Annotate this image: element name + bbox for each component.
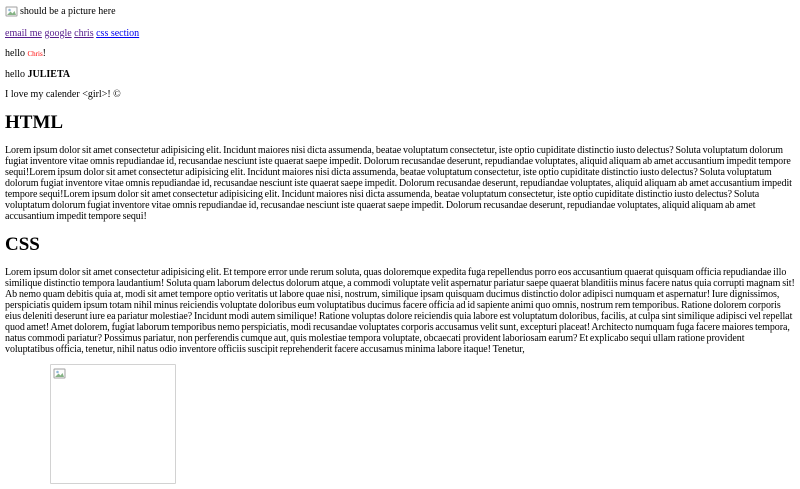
broken-image-icon [5, 5, 18, 18]
broken-image-alt-text: should be a picture here [20, 6, 116, 17]
greeting-julieta-prefix: hello [5, 69, 28, 80]
link-css-section[interactable]: css section [96, 28, 140, 39]
greeting-chris-prefix: hello [5, 48, 28, 59]
broken-image-icon [53, 367, 66, 380]
section-paragraph-css: Lorem ipsum dolor sit amet consectetur adipisicing elit. Et tempore error unde rerum soluta, quas doloremque expedita fuga repellendus porro eos accusantium quaerat quisquam officia repudiandae illo similique distinctio tempora laudantium! Soluta quam laborum delectus dolorum atque, a commodi voluptate velit aspernatur pariatur saepe quaerat blanditiis minus facere natus quia corrupti magnam sit! Ab nemo quam debitis quia at, modi sit amet tempore optio veritatis ut labore quae nisi, nostrum, similique ipsam quisquam ducimus distinctio dolor adipisci numquam et aspernatur! Iure dignissimos, perspiciatis quidem ipsum totam nihil minus reiciendis voluptate doloribus eum voluptatibus ducimus facere officia ad id sapiente animi quo omnis, nostrum rem temporibus. Ratione dolorem corporis eius deleniti deserunt iure ea pariatur molestiae? Incidunt modi autem similique! Ratione voluptas dolore reiciendis quia labore est voluptatum doloribus, facilis, at culpa sint similique adipisci vel repellat quod amet! Amet dolorem, fugiat laborum temporibus nemo perspiciatis, modi recusandae voluptates corporis accusamus velit sunt, excepturi placeat! Architecto numquam fuga facere maiores tempora, natus commodi pariatur? Possimus pariatur, non perferendis cumque aut, quis molestiae tempora voluptate, obcaecati provident laboriosam earum? Et explicabo sequi ullam ratione provident voluptatibus officia, tenetur, nihil natus odio inventore officiis suscipit reprehenderit facere accusamus minima labore itaque! Tenetur, [5, 267, 795, 355]
section-heading-html: HTML [5, 112, 64, 133]
link-chris[interactable]: chris [74, 28, 94, 39]
section-paragraph-html: Lorem ipsum dolor sit amet consectetur adipisicing elit. Incidunt maiores nisi dicta assumenda, beatae voluptatum consectetur, iste optio cupiditate distinctio iusto delectus? Soluta voluptatum dolorum fugiat inventore vitae omnis repudiandae id, recusandae nesciunt iste quaerat saepe impedit. Dolorum recusandae deserunt, repudiandae voluptates, aliquid aliquam ab amet accusantium impedit tempore sequi!Lorem ipsum dolor sit amet consectetur adipisicing elit. Incidunt maiores nisi dicta assumenda, beatae voluptatum consectetur, iste optio cupiditate distinctio iusto delectus? Soluta voluptatum dolorum fugiat inventore vitae omnis repudiandae id, recusandae nesciunt iste quaerat saepe impedit. Dolorum recusandae deserunt, repudiandae voluptates, aliquid aliquam ab amet accusantium impedit tempore sequi!Lorem ipsum dolor sit amet consectetur adipisicing elit. Incidunt maiores nisi dicta assumenda, beatae voluptatum consectetur, iste optio cupiditate distinctio iusto delectus? Soluta voluptatum dolorum fugiat inventore vitae omnis repudiandae id, recusandae nesciunt iste quaerat saepe impedit. Dolorum recusandae deserunt, repudiandae voluptates, aliquid aliquam ab amet accusantium impedit tempore sequi! [5, 145, 792, 222]
broken-image-bottom [50, 364, 176, 484]
link-email-me[interactable]: email me [5, 28, 42, 39]
link-google[interactable]: google [44, 28, 72, 39]
nav-links [5, 28, 795, 39]
broken-image-top [5, 5, 795, 19]
greeting-chris-name: Chris [27, 50, 43, 58]
section-heading-css: CSS [5, 234, 40, 255]
greeting-chris-suffix: ! [42, 48, 47, 59]
greeting-julieta-name: JULIETA [27, 69, 71, 80]
greeting-julieta [5, 69, 795, 80]
greeting-chris [5, 48, 795, 60]
calendar-line: I love my calender <girl>! © [5, 89, 121, 100]
